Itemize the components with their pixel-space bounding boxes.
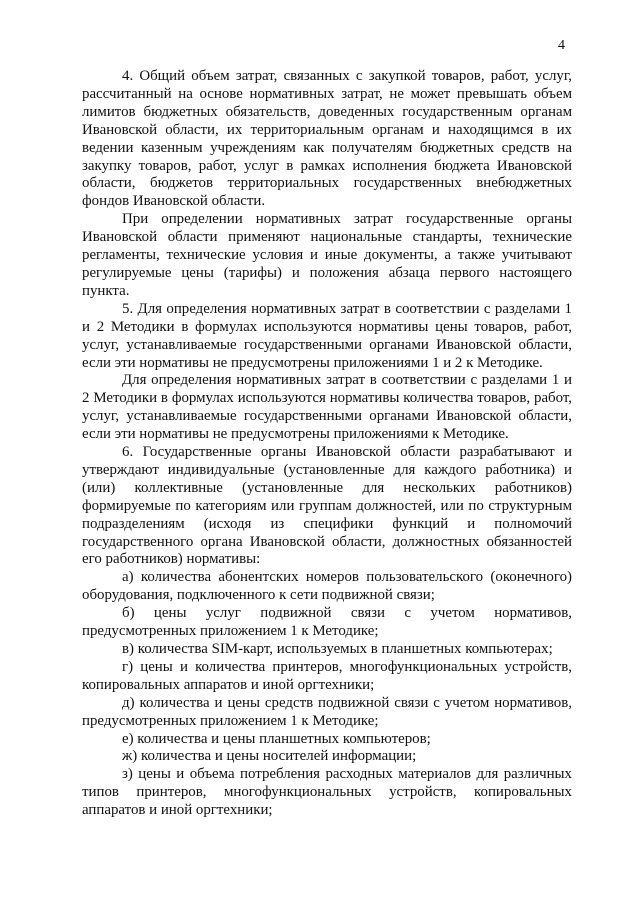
list-item-v: в) количества SIM-карт, используемых в планшетных компьютерах;	[122, 641, 553, 657]
paragraph-4-total-costs: 4. Общий объем затрат, связанных с закупкой товаров, работ, услуг, рассчитанный на основе нормативных затрат, не может превышать объем лимитов бюджетных обязательств, доведенных государственным органам Ивановской области, их территориальным органам и находящимся в их ведении казенным учреждениям как получателям бюджетных средств на закупку товаров, работ, услуг в рамках исполнения бюджета Ивановской области, бюджетов территориальных государственных внебюджетных фондов Ивановской области.	[82, 68, 572, 210]
list-item-d: д) количества и цены средств подвижной связи с учетом нормативов, предусмотренных приложением 1 к Методике;	[82, 694, 572, 729]
document-body	[82, 68, 572, 820]
paragraph-standards: При определении нормативных затрат государственные органы Ивановской области применяют национальные стандарты, технические регламенты, технические условия и иные документы, а также учитывают регулируемые цены (тарифы) и положения абзаца первого настоящего пункта.	[82, 211, 572, 299]
list-item-zh: ж) количества и цены носителей информации;	[122, 748, 417, 765]
list-item-e: е) количества и цены планшетных компьютеров;	[122, 730, 431, 747]
paragraph-6-norms: 6. Государственные органы Ивановской области разрабатывают и утверждают индивидуальные (установленные для каждого работника) и (или) коллективные (установленные для нескольких работников) формируемые по категориям или группам должностей, или по структурным подразделениям (исходя из специфики функций и полномочий государственного органа Ивановской области, должностных обязанностей его работников) нормативы:	[82, 444, 572, 568]
list-item-z: з) цены и объема потребления расходных материалов для различных типов принтеров, многофункциональных устройств, копировальных аппаратов и иной оргтехники;	[82, 766, 572, 819]
list-item-a: а) количества абонентских номеров пользовательского (оконечного) оборудования, подключенного к сети подвижной связи;	[82, 569, 572, 604]
paragraph-5-price-norms: 5. Для определения нормативных затрат в соответствии с разделами 1 и 2 Методики в формулах используются нормативы цены товаров, работ, услуг, устанавливаемые государственными органами Ивановской области, если эти нормативы не предусмотрены приложениями 1 и 2 к Методике.	[82, 300, 572, 371]
paragraph-quantity-norms: Для определения нормативных затрат в соответствии с разделами 1 и 2 Методики в формулах используются нормативы количества товаров, работ, услуг, устанавливаемые государственными органами Ивановской области, если эти нормативы не предусмотрены приложениями к Методике.	[82, 372, 572, 443]
page-number: 4	[558, 38, 565, 53]
list-item-b: б) цены услуг подвижной связи с учетом нормативов, предусмотренных приложением 1 к Методике;	[82, 605, 572, 640]
list-item-g: г) цены и количества принтеров, многофункциональных устройств, копировальных аппаратов и иной оргтехники;	[82, 658, 572, 693]
